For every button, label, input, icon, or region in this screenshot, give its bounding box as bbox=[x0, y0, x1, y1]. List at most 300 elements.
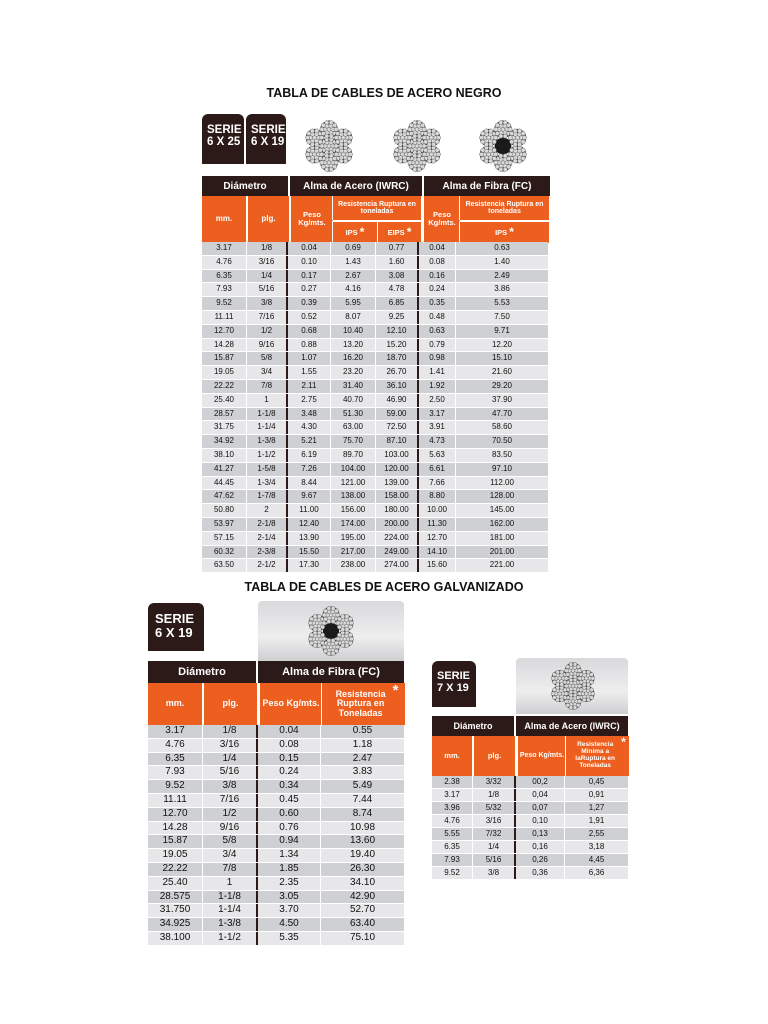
header-peso-fc: Peso Kg/mts. bbox=[422, 196, 460, 242]
table-cell: 0.16 bbox=[419, 270, 456, 283]
header-peso: Peso Kg/mts. bbox=[289, 196, 333, 242]
table-cell: 0.45 bbox=[258, 794, 321, 807]
table-cell: 16.20 bbox=[331, 352, 376, 365]
table-cell: 14.10 bbox=[419, 546, 456, 559]
table-cell: 6.61 bbox=[419, 463, 456, 476]
table-cell: 5/16 bbox=[247, 283, 288, 296]
table-cell: 4,45 bbox=[588, 855, 605, 864]
table-cell: 63.50 bbox=[202, 559, 247, 572]
table-cell: 12.20 bbox=[491, 339, 513, 349]
table-cell: 75.70 bbox=[331, 435, 376, 448]
table-row bbox=[432, 841, 628, 854]
table-cell: 15.87 bbox=[202, 352, 247, 365]
table-cell: 1.60 bbox=[376, 256, 419, 269]
table-row bbox=[202, 380, 548, 394]
table-cell: 8.44 bbox=[288, 477, 331, 490]
table-cell: 28.575 bbox=[148, 891, 203, 904]
table-cell: 11.11 bbox=[202, 311, 247, 324]
table-negro-body bbox=[202, 242, 548, 573]
table-row bbox=[148, 725, 404, 739]
table-cell: 0.39 bbox=[288, 297, 331, 310]
header-resistencia: Resistencia Ruptura en toneladas bbox=[332, 196, 421, 220]
table-row bbox=[202, 352, 548, 366]
header-mm: mm. bbox=[148, 683, 202, 725]
table-cell: 7.66 bbox=[419, 477, 456, 490]
table-cell: 3.05 bbox=[258, 891, 321, 904]
table-cell: 25.40 bbox=[148, 877, 203, 890]
table-cell: 13.90 bbox=[288, 532, 331, 545]
table-row bbox=[148, 932, 404, 946]
table-cell: 47.70 bbox=[491, 408, 513, 418]
table-cell: 0,36 bbox=[516, 867, 565, 879]
header-diametro: Diámetro bbox=[432, 716, 514, 736]
serie-code: 6 X 19 bbox=[251, 136, 285, 149]
table-cell: 12.40 bbox=[288, 518, 331, 531]
table-cell: 0.55 bbox=[352, 725, 373, 736]
table-cell: 15.87 bbox=[148, 835, 203, 848]
table-row bbox=[202, 504, 548, 518]
table-cell: 15.10 bbox=[491, 353, 513, 363]
table-cell: 31.750 bbox=[148, 904, 203, 917]
table-cell: 3,18 bbox=[588, 842, 605, 851]
rope-cross-section-iwrc-icon bbox=[388, 118, 446, 174]
table-cell: 22.22 bbox=[148, 863, 203, 876]
header-mm: mm. bbox=[432, 736, 472, 776]
table-cell: 1,27 bbox=[588, 803, 605, 812]
table-cell: 0,07 bbox=[516, 802, 565, 814]
table-cell: 72.50 bbox=[376, 421, 419, 434]
table-cell: 7.44 bbox=[352, 793, 373, 805]
table-cell: 9.52 bbox=[148, 780, 203, 793]
asterisk-icon: * bbox=[621, 735, 626, 749]
table-cell: 7.50 bbox=[494, 311, 510, 321]
table-row bbox=[202, 366, 548, 380]
table-row bbox=[148, 794, 404, 808]
table-cell: 87.10 bbox=[376, 435, 419, 448]
rope-cross-section-fc-icon bbox=[295, 604, 367, 658]
table-cell: 249.00 bbox=[376, 546, 419, 559]
table-cell: 8.80 bbox=[419, 490, 456, 503]
table-row bbox=[202, 477, 548, 491]
table-cell: 1/8 bbox=[247, 242, 288, 255]
table-cell: 47.62 bbox=[202, 490, 247, 503]
table-cell: 139.00 bbox=[376, 477, 419, 490]
table-cell: 6.19 bbox=[288, 449, 331, 462]
table-cell: 29.20 bbox=[491, 380, 513, 390]
table-row bbox=[202, 449, 548, 463]
table-cell: 7.26 bbox=[288, 463, 331, 476]
table-cell: 1.34 bbox=[258, 849, 321, 862]
table-cell: 14.28 bbox=[148, 822, 203, 835]
table-cell: 162.00 bbox=[489, 518, 515, 528]
header-peso: Peso Kg/mts. bbox=[516, 736, 566, 776]
table-cell: 5.49 bbox=[352, 780, 373, 792]
table-cell: 0,26 bbox=[516, 854, 565, 866]
table-cell: 0,04 bbox=[516, 789, 565, 801]
table-cell: 1/8 bbox=[203, 725, 258, 738]
table-cell: 12.70 bbox=[148, 808, 203, 821]
table-cell: 0.24 bbox=[258, 766, 321, 779]
table-cell: 38.100 bbox=[148, 932, 203, 945]
table-cell: 5.35 bbox=[258, 932, 321, 945]
asterisk-icon: * bbox=[509, 225, 514, 240]
table-cell: 1-5/8 bbox=[247, 463, 288, 476]
title-acero-galvanizado: TABLA DE CABLES DE ACERO GALVANIZADO bbox=[244, 580, 524, 594]
table-cell: 0,10 bbox=[516, 815, 565, 827]
ips-label: IPS bbox=[495, 227, 508, 237]
table-cell: 3.17 bbox=[202, 242, 247, 255]
table-row bbox=[432, 802, 628, 815]
table-galvanizado-6x19-body bbox=[148, 725, 404, 946]
table-row bbox=[148, 822, 404, 836]
serie-6x25-badge bbox=[202, 114, 244, 164]
table-cell: 238.00 bbox=[331, 559, 376, 572]
table-row bbox=[202, 421, 548, 435]
table-cell: 2.49 bbox=[494, 270, 510, 280]
table-cell: 0.69 bbox=[331, 242, 376, 255]
table-cell: 0.10 bbox=[288, 256, 331, 269]
serie-label: SERIE bbox=[251, 124, 286, 136]
table-cell: 5.63 bbox=[419, 449, 456, 462]
table-cell: 103.00 bbox=[376, 449, 419, 462]
table-cell: 2.75 bbox=[288, 394, 331, 407]
table-cell: 4.78 bbox=[376, 283, 419, 296]
table-cell: 7/16 bbox=[247, 311, 288, 324]
table-cell: 5/16 bbox=[203, 766, 258, 779]
table-cell: 181.00 bbox=[489, 532, 515, 542]
table-cell: 10.40 bbox=[331, 325, 376, 338]
header-mm: mm. bbox=[202, 196, 246, 242]
table-cell: 221.00 bbox=[489, 560, 515, 570]
table-cell: 3.08 bbox=[376, 270, 419, 283]
table-cell: 13.20 bbox=[331, 339, 376, 352]
table-cell: 34.10 bbox=[349, 876, 376, 888]
header-alma-fibra-fc: Alma de Fibra (FC) bbox=[258, 661, 404, 683]
header-resistencia bbox=[321, 683, 405, 725]
table-cell: 11.11 bbox=[148, 794, 203, 807]
table-cell: 1.92 bbox=[419, 380, 456, 393]
table-cell: 15.50 bbox=[288, 546, 331, 559]
header-resistencia bbox=[565, 736, 629, 776]
table-cell: 0.17 bbox=[288, 270, 331, 283]
table-cell: 1/4 bbox=[473, 841, 516, 853]
table-cell: 138.00 bbox=[331, 490, 376, 503]
table-cell: 6.35 bbox=[148, 753, 203, 766]
eips-label: EIPS bbox=[387, 227, 405, 237]
table-row bbox=[148, 877, 404, 891]
table-cell: 53.97 bbox=[202, 518, 247, 531]
table-cell: 8.07 bbox=[331, 311, 376, 324]
header-resistencia-fc: Resistencia Ruptura en toneladas bbox=[459, 196, 549, 220]
table-cell: 7.93 bbox=[148, 766, 203, 779]
table-cell: 10.98 bbox=[349, 821, 376, 833]
table-cell: 5/16 bbox=[473, 854, 516, 866]
table-cell: 31.75 bbox=[202, 421, 247, 434]
table-cell: 2-1/4 bbox=[247, 532, 288, 545]
table-cell: 0.08 bbox=[419, 256, 456, 269]
table-cell: 26.70 bbox=[376, 366, 419, 379]
resistencia-label: Resistencia Ruptura en Toneladas bbox=[335, 688, 386, 718]
table-cell: 5/32 bbox=[473, 802, 516, 814]
table-cell: 145.00 bbox=[489, 505, 515, 515]
table-row bbox=[202, 325, 548, 339]
table-cell: 40.70 bbox=[331, 394, 376, 407]
table-row bbox=[432, 828, 628, 841]
table-row bbox=[202, 408, 548, 422]
table-cell: 1-1/2 bbox=[203, 932, 258, 945]
table-cell: 0.88 bbox=[288, 339, 331, 352]
table-row bbox=[432, 867, 628, 880]
table-cell: 3/16 bbox=[473, 815, 516, 827]
table-cell: 3/16 bbox=[203, 739, 258, 752]
table-cell: 0.04 bbox=[419, 242, 456, 255]
table-cell: 0.52 bbox=[288, 311, 331, 324]
table-cell: 6,36 bbox=[588, 868, 605, 877]
asterisk-icon: * bbox=[359, 225, 365, 240]
table-cell: 3.17 bbox=[432, 789, 473, 801]
table-cell: 7.93 bbox=[432, 854, 473, 866]
table-cell: 0.63 bbox=[419, 325, 456, 338]
table-cell: 156.00 bbox=[331, 504, 376, 517]
table-cell: 34.925 bbox=[148, 918, 203, 931]
table-row bbox=[202, 435, 548, 449]
table-cell: 0.79 bbox=[419, 339, 456, 352]
table-row bbox=[148, 863, 404, 877]
table-cell: 60.32 bbox=[202, 546, 247, 559]
table-cell: 1/4 bbox=[203, 753, 258, 766]
header-diametro: Diámetro bbox=[202, 176, 288, 196]
table-cell: 36.10 bbox=[376, 380, 419, 393]
table-row bbox=[148, 766, 404, 780]
table-cell: 19.05 bbox=[202, 366, 247, 379]
table-cell: 0.48 bbox=[419, 311, 456, 324]
table-cell: 3.17 bbox=[419, 408, 456, 421]
table-cell: 201.00 bbox=[489, 546, 515, 556]
table-cell: 3.17 bbox=[148, 725, 203, 738]
table-cell: 1-7/8 bbox=[247, 490, 288, 503]
table-cell: 22.22 bbox=[202, 380, 247, 393]
table-row bbox=[148, 849, 404, 863]
serie-6x19-badge bbox=[148, 603, 204, 651]
table-cell: 0.24 bbox=[419, 283, 456, 296]
table-cell: 3/8 bbox=[473, 867, 516, 879]
table-row bbox=[432, 854, 628, 867]
table-cell: 00,2 bbox=[516, 776, 565, 788]
table-cell: 89.70 bbox=[331, 449, 376, 462]
table-cell: 0,13 bbox=[516, 828, 565, 840]
table-cell: 9.67 bbox=[288, 490, 331, 503]
table-cell: 42.90 bbox=[349, 890, 376, 902]
table-cell: 200.00 bbox=[376, 518, 419, 531]
header-alma-fibra-fc: Alma de Fibra (FC) bbox=[422, 176, 550, 196]
table-cell: 63.40 bbox=[349, 918, 376, 930]
table-cell: 1.40 bbox=[494, 256, 510, 266]
table-cell: 1/8 bbox=[473, 789, 516, 801]
table-row bbox=[148, 739, 404, 753]
table-cell: 1.55 bbox=[288, 366, 331, 379]
table-cell: 0,91 bbox=[588, 790, 605, 799]
table-row bbox=[202, 270, 548, 284]
table-cell: 1.07 bbox=[288, 352, 331, 365]
table-cell: 44.45 bbox=[202, 477, 247, 490]
table-row bbox=[202, 242, 548, 256]
table-cell: 3/8 bbox=[247, 297, 288, 310]
header-plg: plg. bbox=[247, 196, 289, 242]
table-cell: 274.00 bbox=[376, 559, 419, 572]
header-ips-fc bbox=[459, 221, 549, 243]
table-row bbox=[148, 808, 404, 822]
rope-cross-section-iwrc-icon bbox=[538, 660, 608, 712]
table-cell: 4.16 bbox=[331, 283, 376, 296]
table-cell: 4.76 bbox=[202, 256, 247, 269]
table-cell: 1.85 bbox=[258, 863, 321, 876]
table-cell: 15.60 bbox=[419, 559, 456, 572]
table-cell: 11.00 bbox=[288, 504, 331, 517]
table-cell: 12.10 bbox=[376, 325, 419, 338]
table-cell: 112.00 bbox=[490, 477, 514, 487]
table-cell: 14.28 bbox=[202, 339, 247, 352]
table-cell: 0.15 bbox=[258, 753, 321, 766]
table-cell: 158.00 bbox=[376, 490, 419, 503]
table-cell: 0.27 bbox=[288, 283, 331, 296]
table-row bbox=[148, 918, 404, 932]
table-cell: 6.35 bbox=[432, 841, 473, 853]
table-cell: 50.80 bbox=[202, 504, 247, 517]
table-cell: 9.71 bbox=[494, 325, 510, 335]
table-cell: 104.00 bbox=[331, 463, 376, 476]
table-row bbox=[202, 532, 548, 546]
table-row bbox=[202, 297, 548, 311]
table-cell: 5.53 bbox=[494, 298, 510, 308]
table-cell: 0.94 bbox=[258, 835, 321, 848]
table-cell: 0,16 bbox=[516, 841, 565, 853]
table-cell: 9.52 bbox=[432, 867, 473, 879]
table-row bbox=[148, 780, 404, 794]
table-cell: 0.68 bbox=[288, 325, 331, 338]
table-row bbox=[148, 835, 404, 849]
table-cell: 10.00 bbox=[419, 504, 456, 517]
table-cell: 19.05 bbox=[148, 849, 203, 862]
table-cell: 120.00 bbox=[376, 463, 419, 476]
table-cell: 15.20 bbox=[376, 339, 419, 352]
table-cell: 1.41 bbox=[419, 366, 456, 379]
table-cell: 0.04 bbox=[258, 725, 321, 738]
table-cell: 31.40 bbox=[331, 380, 376, 393]
table-row bbox=[202, 339, 548, 353]
table-cell: 0.98 bbox=[419, 352, 456, 365]
table-cell: 3/16 bbox=[247, 256, 288, 269]
table-cell: 195.00 bbox=[331, 532, 376, 545]
table-row bbox=[202, 559, 548, 573]
table-row bbox=[148, 904, 404, 918]
table-cell: 1,91 bbox=[588, 816, 605, 825]
table-cell: 121.00 bbox=[331, 477, 376, 490]
table-cell: 1-3/4 bbox=[247, 477, 288, 490]
table-cell: 9/16 bbox=[247, 339, 288, 352]
table-cell: 13.60 bbox=[349, 835, 376, 847]
table-cell: 26.30 bbox=[349, 862, 376, 874]
table-row bbox=[202, 546, 548, 560]
table-cell: 2.47 bbox=[352, 752, 373, 764]
table-cell: 0.34 bbox=[258, 780, 321, 793]
table-cell: 9/16 bbox=[203, 822, 258, 835]
header-alma-acero-iwrc: Alma de Acero (IWRC) bbox=[288, 176, 422, 196]
table-cell: 7/8 bbox=[203, 863, 258, 876]
table-cell: 1-1/8 bbox=[203, 891, 258, 904]
table-cell: 3/4 bbox=[247, 366, 288, 379]
table-cell: 97.10 bbox=[491, 463, 513, 473]
table-cell: 180.00 bbox=[376, 504, 419, 517]
table-cell: 2-3/8 bbox=[247, 546, 288, 559]
table-cell: 2.67 bbox=[331, 270, 376, 283]
asterisk-icon: * bbox=[406, 225, 412, 240]
header-ips bbox=[332, 221, 377, 243]
table-cell: 1 bbox=[203, 877, 258, 890]
title-acero-negro: TABLA DE CABLES DE ACERO NEGRO bbox=[266, 86, 502, 100]
table-row bbox=[202, 283, 548, 297]
table-cell: 70.50 bbox=[491, 436, 513, 446]
table-cell: 3.91 bbox=[419, 421, 456, 434]
table-cell: 0.35 bbox=[419, 297, 456, 310]
table-cell: 3/8 bbox=[203, 780, 258, 793]
table-cell: 51.30 bbox=[331, 408, 376, 421]
table-cell: 1.43 bbox=[331, 256, 376, 269]
table-row bbox=[148, 891, 404, 905]
table-cell: 5/8 bbox=[203, 835, 258, 848]
ips-label: IPS bbox=[345, 227, 358, 237]
table-cell: 2.11 bbox=[288, 380, 331, 393]
table-cell: 0.04 bbox=[288, 242, 331, 255]
table-cell: 58.60 bbox=[491, 422, 513, 432]
table-row bbox=[432, 815, 628, 828]
table-cell: 1-1/8 bbox=[247, 408, 288, 421]
table-cell: 3.48 bbox=[288, 408, 331, 421]
table-cell: 8.74 bbox=[352, 807, 373, 819]
table-row bbox=[202, 311, 548, 325]
table-cell: 2-1/2 bbox=[247, 559, 288, 572]
serie-6x19-badge bbox=[246, 114, 286, 164]
table-cell: 2.35 bbox=[258, 877, 321, 890]
table-cell: 1-1/2 bbox=[247, 449, 288, 462]
table-cell: 1-3/8 bbox=[203, 918, 258, 931]
table-row bbox=[202, 463, 548, 477]
table-cell: 59.00 bbox=[376, 408, 419, 421]
serie-label: SERIE bbox=[207, 124, 242, 136]
table-cell: 6.85 bbox=[376, 297, 419, 310]
table-cell: 1/2 bbox=[203, 808, 258, 821]
table-row bbox=[202, 394, 548, 408]
asterisk-icon: * bbox=[392, 682, 399, 699]
table-cell: 1-1/4 bbox=[247, 421, 288, 434]
table-cell: 2-1/8 bbox=[247, 518, 288, 531]
table-cell: 5/8 bbox=[247, 352, 288, 365]
table-cell: 7/16 bbox=[203, 794, 258, 807]
table-cell: 2,55 bbox=[588, 829, 605, 838]
table-cell: 21.60 bbox=[491, 367, 513, 377]
table-cell: 4.73 bbox=[419, 435, 456, 448]
table-cell: 174.00 bbox=[331, 518, 376, 531]
table-cell: 46.90 bbox=[376, 394, 419, 407]
table-cell: 63.00 bbox=[331, 421, 376, 434]
table-cell: 1-3/8 bbox=[247, 435, 288, 448]
table-cell: 1.18 bbox=[352, 738, 373, 750]
table-cell: 7.93 bbox=[202, 283, 247, 296]
table-cell: 3/32 bbox=[473, 776, 516, 788]
table-cell: 1 bbox=[247, 394, 288, 407]
serie-label: SERIE bbox=[437, 670, 471, 682]
serie-label: SERIE bbox=[155, 611, 195, 626]
table-cell: 4.50 bbox=[258, 918, 321, 931]
